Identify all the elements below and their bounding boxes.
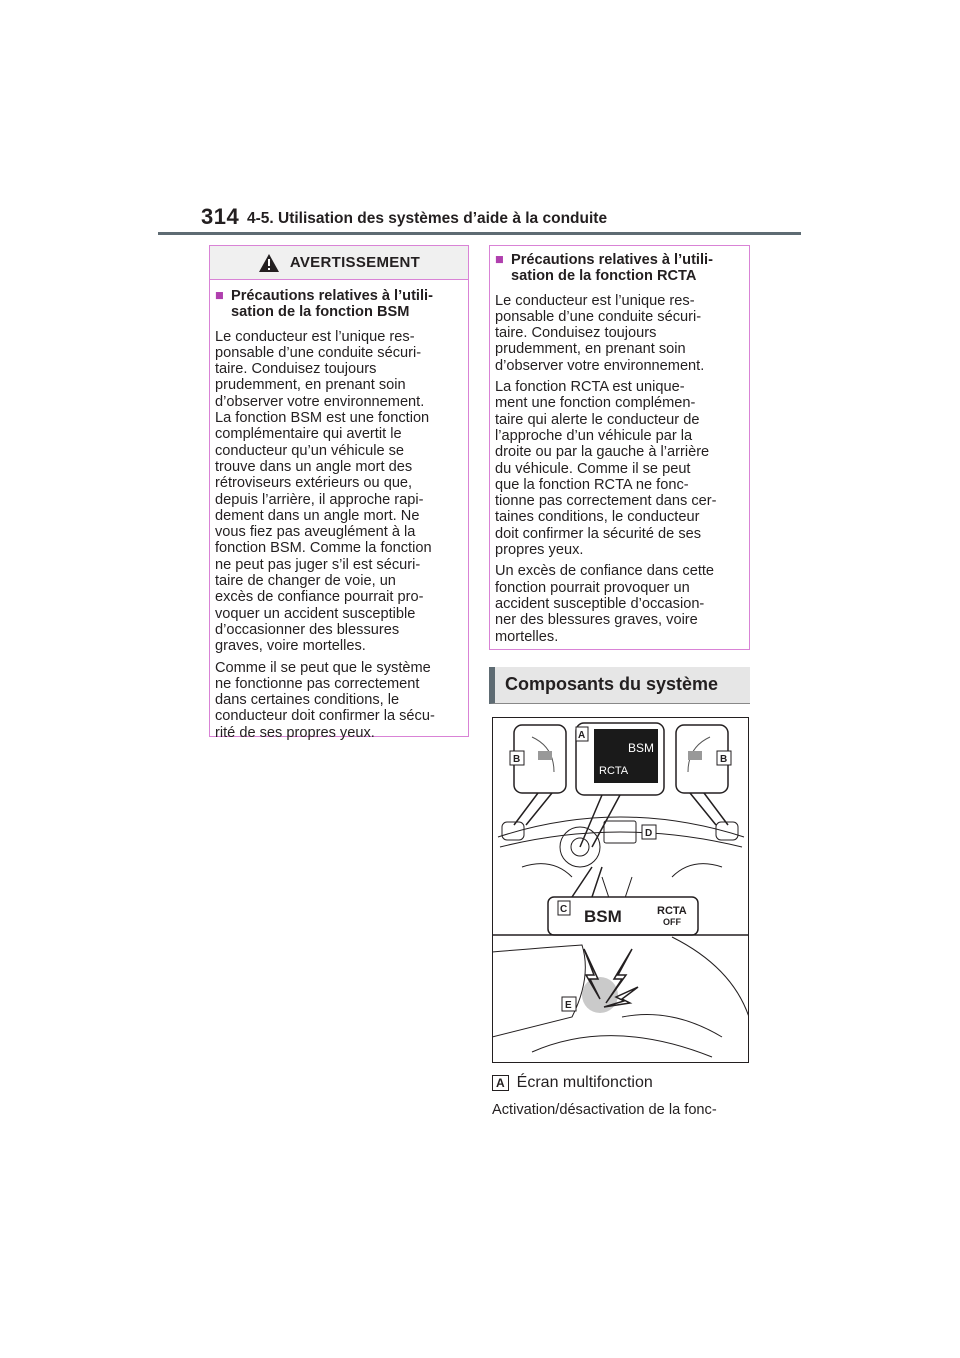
warning-icon: [258, 253, 280, 273]
label-b-right: B: [720, 754, 728, 765]
label-d: D: [645, 828, 653, 839]
warning-title: AVERTISSEMENT: [289, 254, 421, 271]
warning-heading: [215, 288, 460, 321]
label-e: E: [565, 1000, 572, 1011]
rcta-precaution-box: [489, 245, 750, 650]
warning-heading-line: Précautions relatives à l’utili-: [231, 288, 433, 304]
multi-display-callout: [576, 723, 664, 795]
screen-bsm-text: BSM: [628, 741, 655, 755]
components-heading: [489, 667, 750, 704]
header-divider: [158, 232, 801, 235]
label-a: A: [578, 730, 586, 741]
switch-bsm-text: BSM: [584, 907, 622, 926]
rcta-heading: [495, 252, 741, 285]
rcta-paragraph-2: La fonction RCTA est unique- ment une fonction complémen- taire qui alerte le conducteur de l’approche d’un véhicule par la droite ou par la gauche à l’arrière du véhicule. Comme il se peut que la fonction RCTA ne fonc- tionne pas correctement dans cer- taines conditions, le conducteur doit confirmer la sécurité de ses propres yeux.: [495, 379, 717, 559]
switch-off-text: OFF: [663, 917, 681, 927]
rcta-heading-line: Précautions relatives à l’utili-: [511, 252, 713, 268]
warning-paragraph-1: Le conducteur est l’unique res- ponsable d’une conduite sécuri- taire. Conduisez toujours prudemment, en prenant soin d’observer votre environnement. La fonction BSM est une fonction complémentaire qui avertit le conducteur qu’un véhicule se trouve dans un angle mort des rétroviseurs extérieurs ou que, depuis l’arrière, il approche rapi- dement dans un angle mort. Ne vous fiez pas aveuglément à la fonction BSM. Comme la fonction ne peut pas juger s’il est sécuri- taire de changer de voie, un excès de confiance pourrait pro- voquer un accident susceptible d’occasionner des blessures graves, voire mortelles.: [215, 328, 432, 655]
rcta-paragraph-3: Un excès de confiance dans cette fonction pourrait provoquer un accident susceptible d’occasion- ner des blessures graves, voire mortelles.: [495, 563, 715, 645]
warning-header: [210, 246, 468, 280]
caption-text: Écran multifonction: [516, 1074, 653, 1091]
rcta-paragraph-1: Le conducteur est l’unique res- ponsable d’une conduite sécuri- taire. Conduisez toujours prudemment, en prenant soin d’observer votre environnement.: [495, 292, 705, 374]
rcta-heading-line: sation de la fonction RCTA: [511, 268, 697, 285]
components-title: Composants du système: [505, 674, 719, 694]
bullet-square: ■: [495, 252, 504, 268]
section-title: 4-5. Utilisation des systèmes d’aide à la conduite: [247, 210, 608, 227]
caption-line: [492, 1074, 653, 1092]
bullet-square: ■: [215, 288, 224, 304]
caption-label: A: [492, 1075, 509, 1091]
warning-heading-line: sation de la fonction BSM: [231, 304, 410, 321]
label-b-left: B: [513, 754, 521, 765]
switch-rcta-text: RCTA: [657, 905, 687, 917]
body-text: Activation/désactivation de la fonc-: [492, 1102, 717, 1118]
warning-paragraph-2: Comme il se peut que le système ne fonctionne pas correctement dans certaines conditions, le conducteur doit confirmer la sécu- rité de ses propres yeux.: [215, 659, 435, 741]
warning-box: [209, 245, 469, 741]
screen-rcta-text: RCTA: [599, 765, 629, 777]
label-c: C: [560, 904, 568, 915]
system-diagram: [492, 717, 749, 1063]
page-number: 314: [201, 204, 240, 229]
